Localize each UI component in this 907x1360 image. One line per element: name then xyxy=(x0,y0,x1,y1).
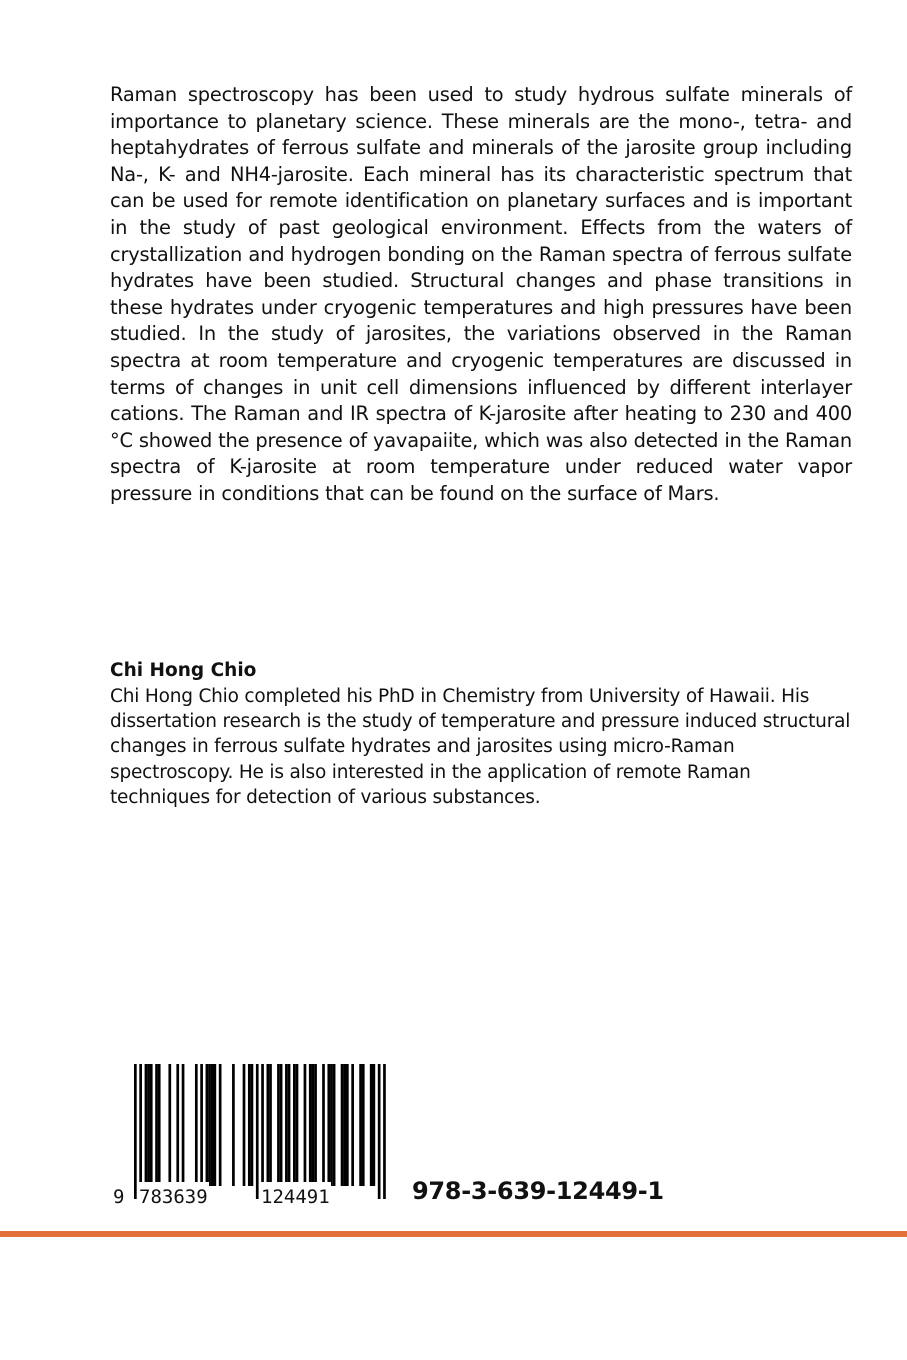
barcode-bar xyxy=(155,1064,158,1186)
barcode-bar xyxy=(280,1064,283,1186)
barcode-digits xyxy=(112,1182,402,1212)
barcode-bar xyxy=(243,1064,246,1186)
barcode-lead-digit: 9 xyxy=(112,1182,125,1212)
author-bio: Chi Hong Chio completed his PhD in Chemistry from University of Hawaii. His dissertation research is the study of temperature and pressure induced structural changes in ferrous sulfate hydrates and jarosites using micro-Raman spectroscopy. He is also interested in the application of remote Raman techniques for detection of various substances. xyxy=(110,686,851,808)
barcode-bar xyxy=(158,1064,161,1186)
barcode-guard-bar xyxy=(134,1064,137,1199)
barcode-bar xyxy=(277,1064,280,1186)
barcode-bar xyxy=(346,1064,349,1186)
barcode-bar xyxy=(373,1064,376,1186)
barcode-bar xyxy=(351,1064,354,1186)
barcode-bar xyxy=(293,1064,296,1186)
barcode-bar xyxy=(343,1064,346,1186)
abstract-paragraph: Raman spectroscopy has been used to study hydrous sulfate minerals of importance to planetary science. These minerals are the mono-, tetra- and heptahydrates of ferrous sulfate and minerals of the jarosite group including Na-, K- and NH4-jarosite. Each mineral has its characteristic spectrum that can be used for remote identification on planetary surfaces and is important in the study of past geological environment. Effects from the waters of crystallization and hydrogen bonding on the Raman spectra of ferrous sulfate hydrates have been studied. Structural changes and phase transitions in these hydrates under cryogenic temperatures and high pressures have been studied. In the study of jarosites, the variations observed in the Raman spectra at room temperature and cryogenic temperatures are discussed in terms of changes in unit cell dimensions influenced by different interlayer cations. The Raman and IR spectra of K-jarosite after heating to 230 and 400 °C showed the presence of yavapaiite, which was also detected in the Raman spectra of K-jarosite at room temperature under reduced water vapor pressure in conditions that can be found on the surface of Mars. xyxy=(110,83,852,505)
barcode-guard-bar xyxy=(378,1064,381,1199)
barcode-bar xyxy=(208,1064,211,1186)
barcode-bar xyxy=(176,1064,179,1186)
barcode-bar xyxy=(232,1064,235,1186)
barcode-guard-bar xyxy=(256,1064,259,1199)
author-section xyxy=(110,658,852,810)
barcode-bar xyxy=(312,1064,315,1186)
barcode-bar xyxy=(145,1064,148,1186)
barcode-bar xyxy=(150,1064,153,1186)
barcode-bar xyxy=(362,1064,365,1186)
barcode-bar xyxy=(322,1064,325,1186)
barcode-right-digits: 124491 xyxy=(260,1182,331,1212)
barcode-bar xyxy=(267,1064,270,1186)
barcode-bar xyxy=(219,1064,222,1186)
barcode-bar xyxy=(211,1064,214,1186)
isbn-number: 978-3-639-12449-1 xyxy=(412,1177,664,1205)
barcode-bar xyxy=(200,1064,203,1186)
barcode-bar xyxy=(341,1064,344,1186)
barcode-bar xyxy=(309,1064,312,1186)
barcode-bar xyxy=(314,1064,317,1186)
barcode-bar xyxy=(327,1064,330,1186)
barcode-bar xyxy=(206,1064,209,1186)
barcode-bar xyxy=(304,1064,307,1186)
barcode-bar xyxy=(147,1064,150,1186)
barcode-bar xyxy=(288,1064,291,1186)
orange-divider xyxy=(0,1231,907,1237)
barcode-left-digits: 783639 xyxy=(138,1182,209,1212)
barcode-bar xyxy=(296,1064,299,1186)
barcode-bar xyxy=(333,1064,336,1186)
barcode-bar xyxy=(251,1064,254,1186)
barcode-bar xyxy=(370,1064,373,1186)
barcode-bar xyxy=(214,1064,217,1186)
barcode-bar xyxy=(248,1064,251,1186)
barcode-bar xyxy=(195,1064,198,1186)
barcode-bar xyxy=(359,1064,362,1186)
barcode-bar xyxy=(168,1064,171,1186)
isbn-barcode xyxy=(112,1064,402,1216)
barcode-bar xyxy=(285,1064,288,1186)
barcode-bar xyxy=(182,1064,185,1186)
barcode-guard-bar xyxy=(261,1064,264,1199)
barcode-guard-bar xyxy=(139,1064,142,1199)
author-name: Chi Hong Chio xyxy=(110,660,257,681)
barcode-guard-bar xyxy=(383,1064,386,1199)
barcode-bar xyxy=(330,1064,333,1186)
barcode-bar xyxy=(269,1064,272,1186)
